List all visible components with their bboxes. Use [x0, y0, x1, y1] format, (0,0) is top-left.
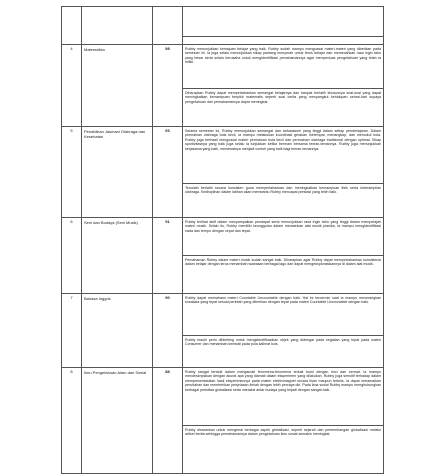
- subject-row: [62, 294, 384, 336]
- improvement-description: Pemahaman Rubby dalam materi musik sudah sangat baik. Diharapkan agar Rubby dapat mempertahankan konsistensi dalam belajar dengan terus menambah wawasan berbagai lagu dan dapat mengeksplorasikannya di dalam alat musik.: [183, 256, 384, 294]
- score-value: 91: [165, 218, 170, 224]
- subject-row: [62, 368, 384, 426]
- achievement-description: Selama semester ini, Rubby menunjukkan semangat dan antusiasme yang tinggi dalam setiap pembelajaran. Dalam permainan olahraga bola kecil, ia mampu melakukan koordinasi gerakan melempar, menangkap, dan memukul bola. Rubby juga berhasil menguasai materi permainan bola kecil dan permainan olahraga tradisional dengan optimal. Sikap sportivitasnya yang baik juga selalu ia tunjukkan ketika bermain bersama teman-temannya. Rubby juga menunjukkan kerjasama yang baik, membuatnya menjadi contoh yang baik bagi teman-temannya.: [183, 127, 384, 184]
- subject-name-cell: [82, 294, 153, 368]
- score-value: 90: [165, 294, 170, 300]
- grade-table: [61, 6, 384, 474]
- row-number: 8: [70, 368, 73, 374]
- achievement-description: [183, 7, 384, 37]
- improvement-description: Rubby masih perlu dibimbing untuk mengidentifikasikan objek yang didengar pada kegiatan yang tepat pada materi Consumer dan menambah kembali pada pola kalimat kuis.: [183, 336, 384, 368]
- subject-name-cell: [82, 45, 153, 127]
- row-number: 6: [70, 218, 73, 224]
- grade-table-body: [62, 7, 384, 474]
- subject-row: [62, 127, 384, 184]
- subject-name: Pendidikan Jasmani Olahraga dan Kesehatan: [84, 128, 146, 139]
- achievement-description: Rubby menunjukkan kemajuan belajar yang baik. Rubby sudah mampu menguasai materi-materi yang diberikan pada semester ini. Ia juga selalu menunjukkan sikap pantang menyerah untuk terus belajar dan memecahkan rasa ingin tahu yang besar serta selalu berusaha untuk mengidentifikasi pemahamannya agar memperluas pengetahuan yang telah ia miliki.: [183, 45, 384, 89]
- row-number-cell: [62, 218, 82, 294]
- subject-name: Ilmu Pengetahuan Alam dan Sosial: [84, 369, 147, 375]
- row-number: 7: [70, 294, 73, 300]
- subject-name: Matematika: [84, 46, 105, 52]
- subject-row: [62, 218, 384, 256]
- subject-name: Seni dan Budaya (Seni Musik): [84, 219, 138, 225]
- subject-name: Bahasa Inggris: [84, 295, 111, 301]
- subject-name-cell: [82, 218, 153, 294]
- improvement-description: Rubby disarankan untuk mengenal berbagai aspek globalisasi, seperti sejarah dan perkembangan globalisasi melalui artikel berita sehingga pemahamannya dalam pengetahuan ilmu sosial semakin meningkat.: [183, 426, 384, 474]
- subject-name-cell: [82, 368, 153, 474]
- improvement-description: Diharapkan Rubby dapat mempertahankan semangat belajarnya dan banyak berlatih khususnya soal-soal yang dapat meningkatkan kemampuan berpikir matematis seperti soal cerita yang menyangkut kehidupan sehari-hari supaya pengetahuan dan pemahamannya dapat meningkat.: [183, 89, 384, 127]
- score-cell: [153, 127, 183, 218]
- score-cell: [153, 45, 183, 127]
- score-cell: [153, 368, 183, 474]
- achievement-description: Rubby terlihat aktif dalam menyampaikan pendapat serta menunjukkan rasa ingin tahu yang tinggi dalam mempelajari materi musik. Selain itu, Rubby memiliki keunggulan dalam memainkan alat musik pianika, ia mampu mengidentifikasi nada dan tempo dengan cepat dan tepat.: [183, 218, 384, 256]
- score-cell: [153, 7, 183, 45]
- subject-row: [62, 7, 384, 37]
- improvement-description: [183, 37, 384, 45]
- score-value: 93: [165, 127, 170, 133]
- row-number-cell: [62, 294, 82, 368]
- subject-name-cell: [82, 7, 153, 45]
- score-cell: [153, 218, 183, 294]
- subject-row: [62, 45, 384, 89]
- achievement-description: Rubby dapat memahami materi Countable Uncountable dengan baik. Hal ini tercermin saat ia mampu menerangkan kosakata yang tepat sesuai perintah yang diberikan dengan tepat pada materi Countable Uncountable dengan baik.: [183, 294, 384, 336]
- improvement-description: Teruslah berlatih secara konsisten guna mempertahankan dan meningkatkan kemampuan fisik serta keterampilan olahraga. Kedisiplinan dalam latihan akan membantu Rubby mencapai prestasi yang lebih baik.: [183, 184, 384, 218]
- row-number: 4: [70, 45, 73, 51]
- score-value: 88: [165, 368, 170, 374]
- row-number-cell: [62, 7, 82, 45]
- subject-name-cell: [82, 127, 153, 218]
- row-number-cell: [62, 368, 82, 474]
- row-number-cell: [62, 127, 82, 218]
- row-number: 5: [70, 127, 73, 133]
- score-cell: [153, 294, 183, 368]
- score-value: 98: [165, 45, 170, 51]
- row-number-cell: [62, 45, 82, 127]
- achievement-description: Rubby sangat tertarik dalam mengamati fenomena-fenomena terkait bumi dengan rinci dan cermat. Ia mampu mendeskripsikan dengan akurat apa yang diamati dalam eksperimen yang dilakukan. Rubby juga sensitif terhadap dalam mempresentasikan hasil eksperimennya pada materi elektromagnet secara lisan maupun tertulis. Ia dapat meramalkan perubahan dan memberikan penjelasan ilmiah dengan lebih percaya diri. Pada lima sosial Rubby mampu menghubungkan berbagai peristiwa globalisasi serta interaksi antar budaya yang terjadi dengan sangat baik.: [183, 368, 384, 426]
